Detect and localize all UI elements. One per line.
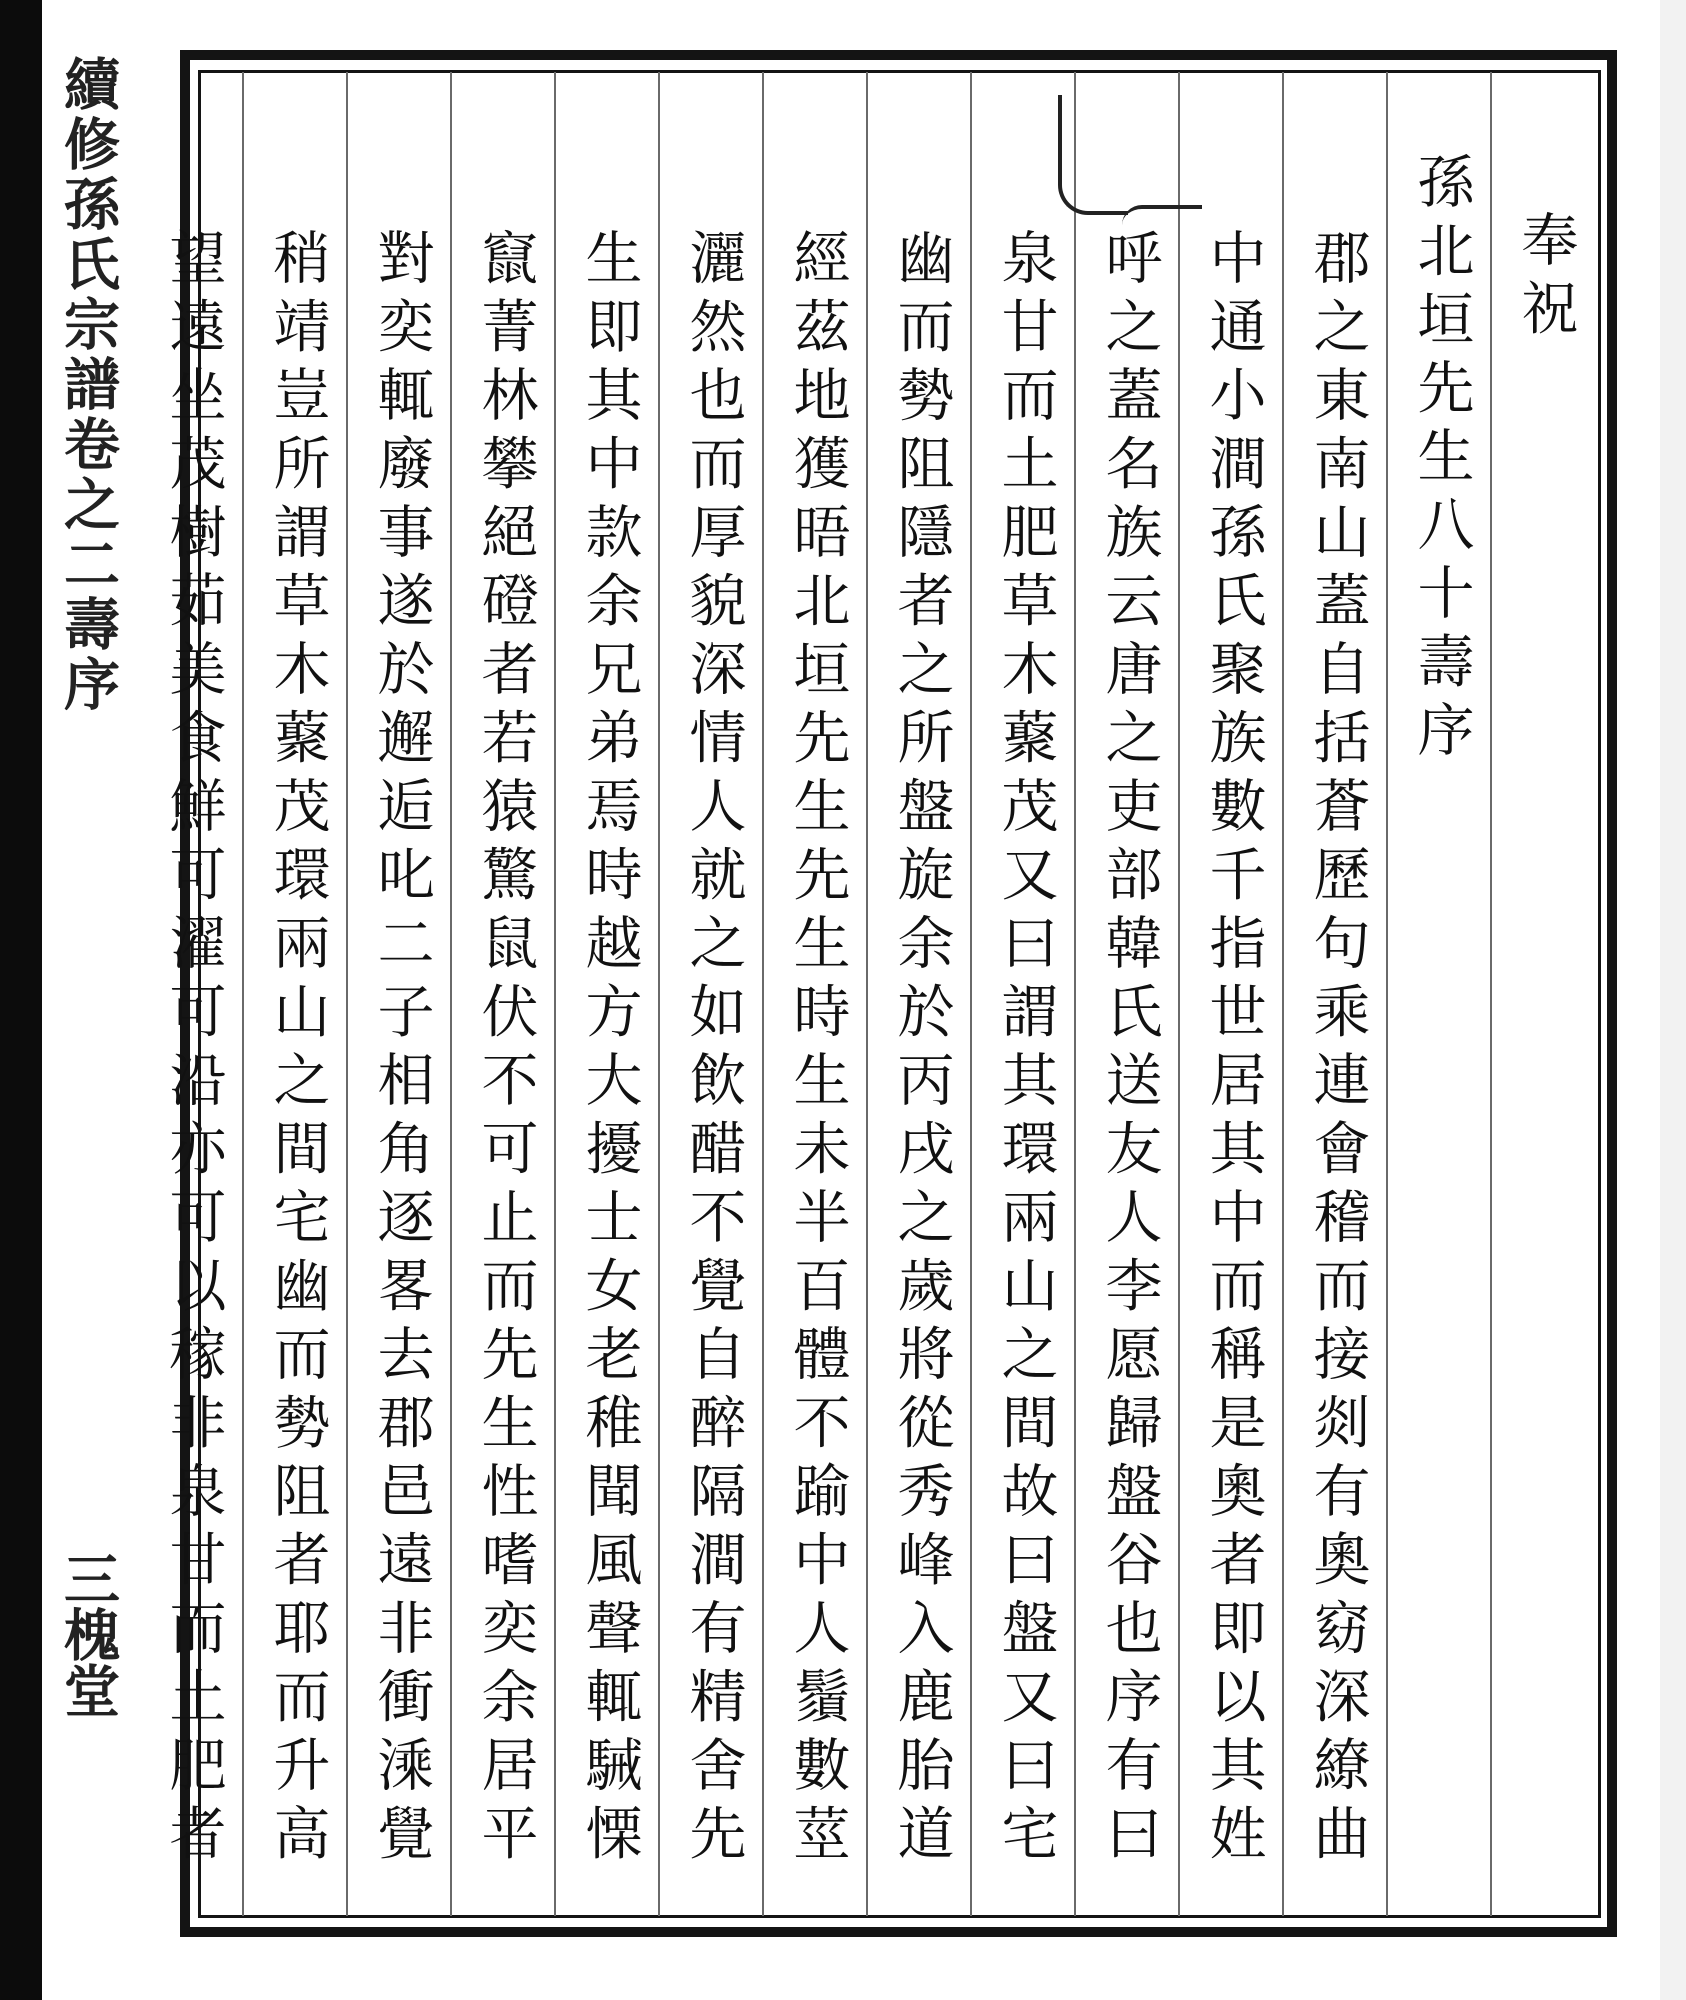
editorial-bracket-mark (1058, 95, 1128, 215)
text-column-6: 泉甘而土肥草木藂茂又曰謂其環兩山之間故曰盤又曰宅 (992, 228, 1058, 1872)
text-column-10: 生即其中款余兄弟焉時越方大擾士女老稚聞風聲輒駴慄 (576, 228, 642, 1872)
text-column-3: 郡之東南山蓋自括蒼歷句乘連會稽而接剡有奧窈深繚曲 (1304, 228, 1370, 1872)
editorial-bracket-tail (1122, 205, 1202, 225)
text-column-14: 望遠坐茂樹茹美食鮮可濯可沿亦可以稼非泉甘而土肥者 (160, 228, 226, 1872)
text-column-8: 經茲地獲晤北垣先生先生時生未半百體不踰中人鬚數莖 (784, 228, 850, 1872)
page-edge (1660, 0, 1686, 2000)
margin-hall-name: 三槐堂 (55, 1550, 121, 1718)
book-spine-shadow (0, 0, 42, 2000)
text-column-1: 奉祝 (1512, 210, 1578, 347)
text-column-12: 對奕輒廢事遂於邂逅叱二子相角逐畧去郡邑遠非衝溗覺 (368, 228, 434, 1872)
margin-volume: 卷之二 (55, 415, 121, 595)
text-column-11: 竄菁林攀絕磴者若猿驚鼠伏不可止而先生性嗜奕余居平 (472, 228, 538, 1872)
text-column-5: 呼之蓋名族云唐之吏部韓氏送友人李愿歸盤谷也序有曰 (1096, 228, 1162, 1872)
text-column-4: 中通小澗孫氏聚族數千指世居其中而稱是奧者即以其姓 (1200, 228, 1266, 1872)
text-column-13: 稍靖豈所謂草木藂茂環兩山之間宅幽而勢阻者耶而升高 (264, 228, 330, 1872)
margin-book-title: 續修孫氏宗譜 (55, 55, 121, 415)
text-column-2: 孫北垣先生八十壽序 (1408, 152, 1474, 769)
text-column-7: 幽而勢阻隱者之所盤旋余於丙戌之歲將從秀峰入鹿胎道 (888, 228, 954, 1872)
text-column-9: 灑然也而厚貌深情人就之如飲醋不覺自醉隔澗有精舍先 (680, 228, 746, 1872)
margin-section: 壽序 (55, 595, 121, 715)
